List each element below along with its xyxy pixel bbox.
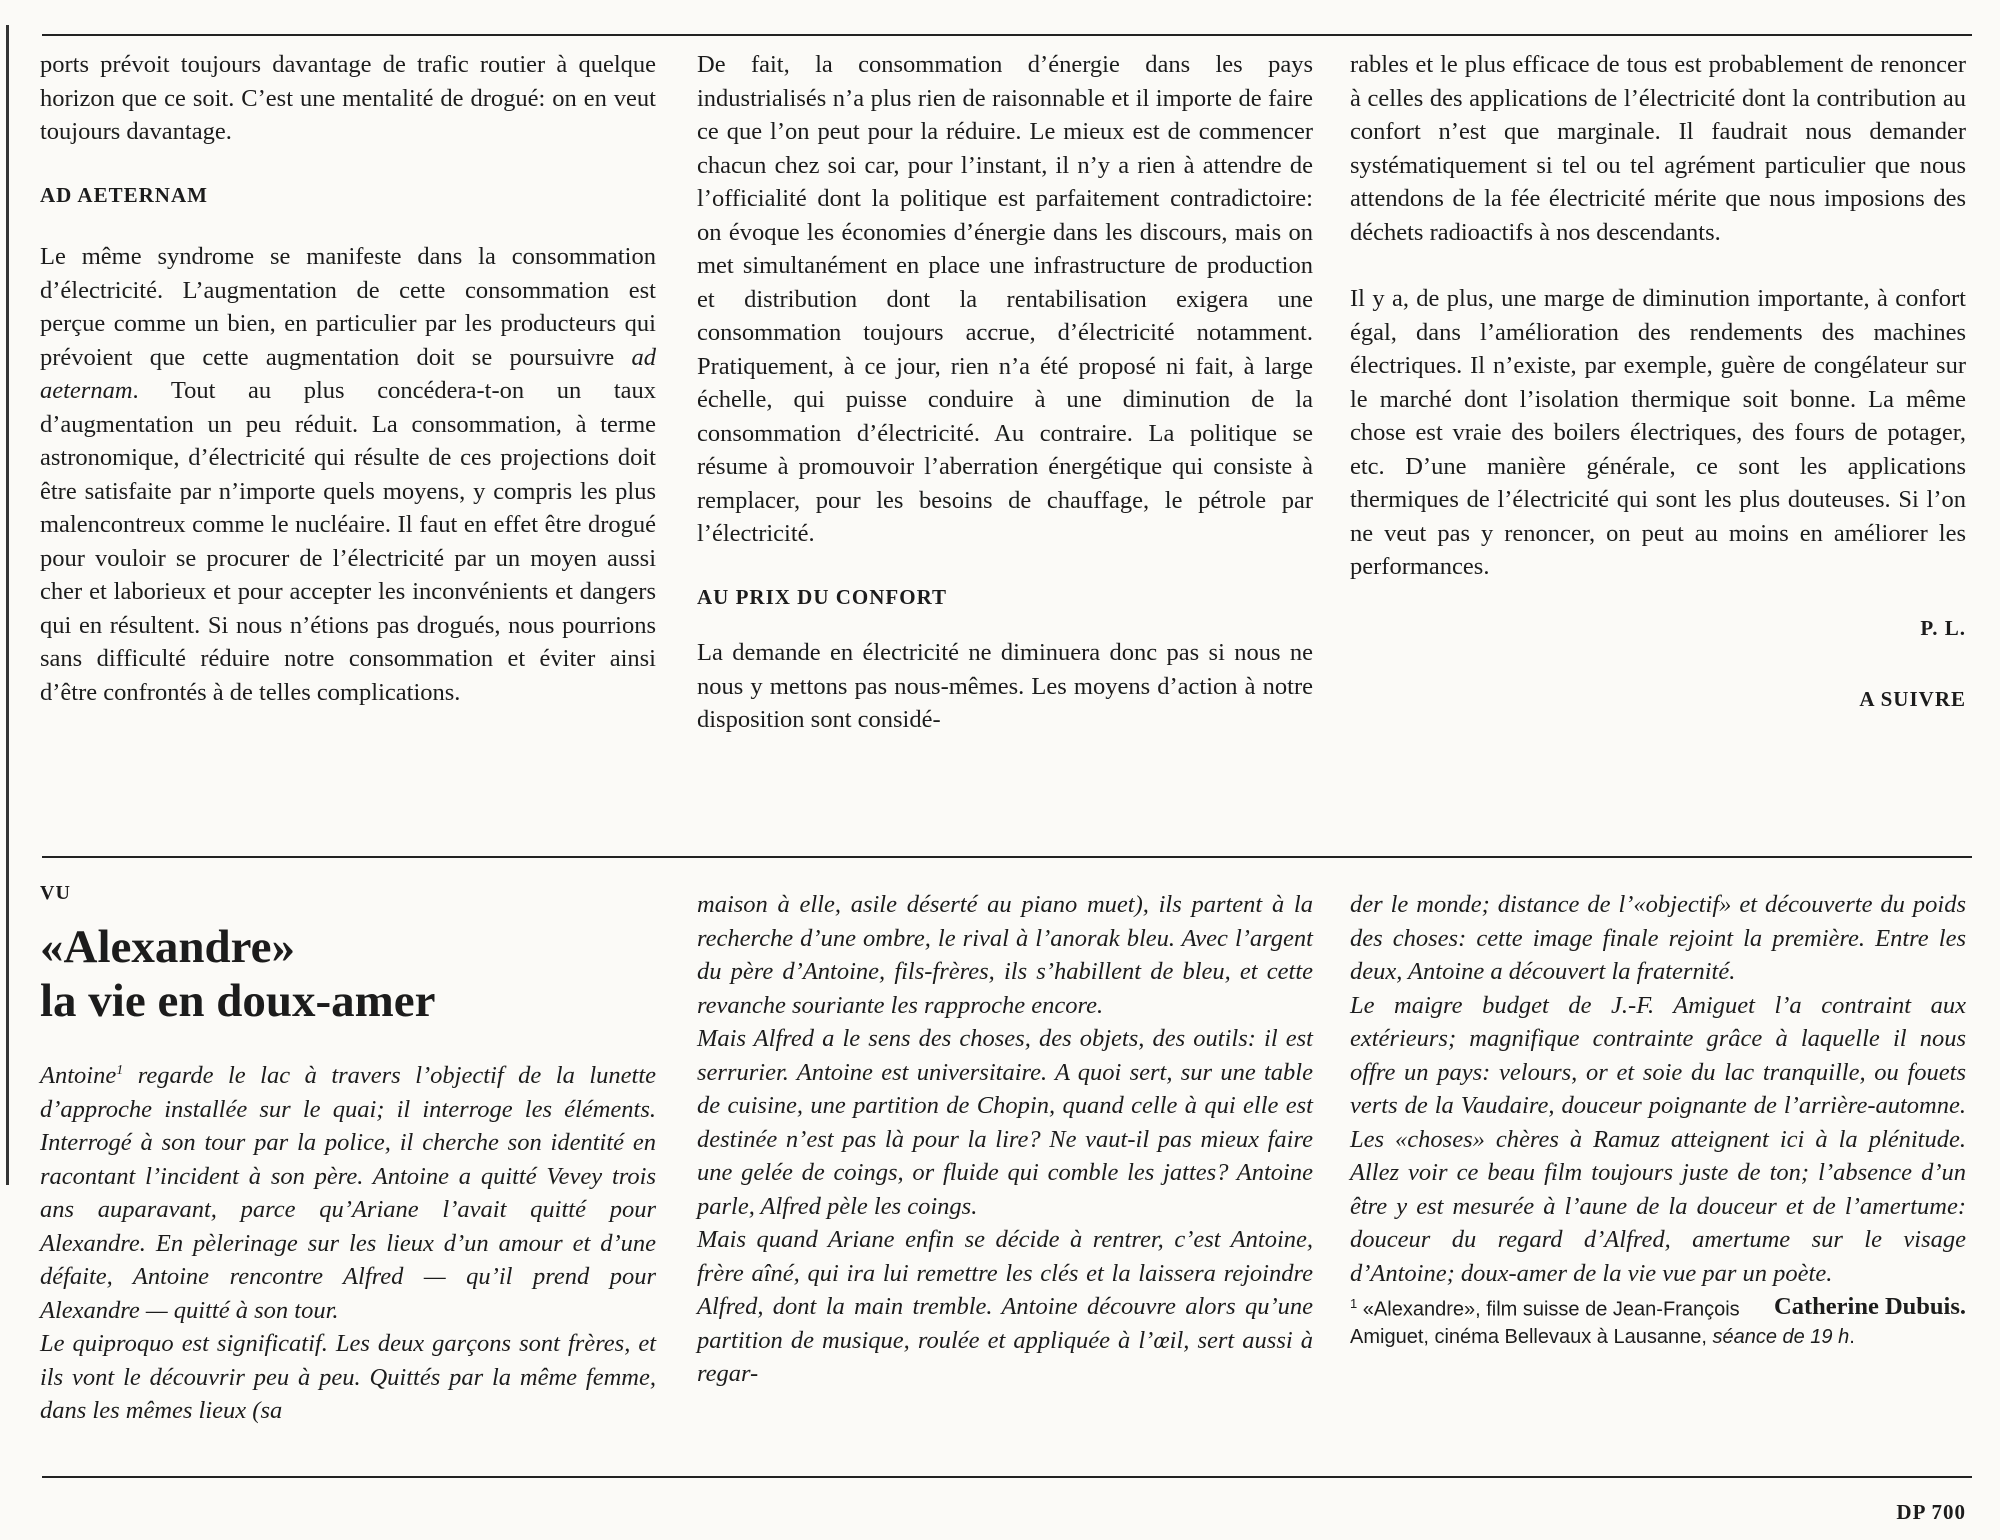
- section-heading: AU PRIX DU CONFORT: [697, 584, 948, 609]
- article-column-2: [697, 888, 1313, 1391]
- top-column-3: [1350, 48, 1966, 717]
- paragraph: Le quiproquo est significatif. Les deux garçons sont frères, et ils vont le découvrir peu à peu. Quittés par la même femme, dans les mêmes lieux (sa: [40, 1330, 656, 1425]
- section-heading: AD AETERNAM: [40, 182, 208, 207]
- top-rule: [42, 34, 1972, 36]
- paragraph: Le maigre budget de J.-F. Amiguet l’a contraint aux extérieurs; magnifique contrainte grâce à laquelle il nous offre un pays: velours, or et soie du lac tranquille, ou fouets verts de la Vaudaire, douceur poignante de l’arrière-automne. Les «choses» chères à Ramuz atteignent ici à la plénitude. Allez voir ce beau film toujours juste de ton; l’absence d’un être y est mesurée à l’aune de la douceur et de l’amertume: douceur du regard d’Alfred, amertume sur le visage d’Antoine; doux-amer de la vie vue par un poète. Catherine Dubuis.: [1350, 989, 1966, 1291]
- article-column-3: [1350, 888, 1966, 1351]
- paragraph: maison à elle, asile déserté au piano muet), ils partent à la recherche d’une ombre, le rival à l’anorak bleu. Avec l’argent du père d’Antoine, fils-frères, ils s’habillent de bleu, et cette revanche souriante les rapproche encore.: [697, 891, 1313, 1019]
- page-number: DP 700: [1896, 1500, 1966, 1524]
- middle-rule: [42, 856, 1972, 858]
- paragraph: Le même syndrome se manifeste dans la consommation d’électricité. L’augmentation de cette consommation est perçue comme un bien, en particulier par les producteurs qui prévoient que cette augmentation doit se poursuivre ad aeternam. Tout au plus concédera-t-on un taux d’augmentation un peu réduit. La consommation, à terme astronomique, d’électricité qui résulte de ces projections doit être satisfaite par n’importe quels moyens, y compris les plus malencontreux comme le nucléaire. Il faut en effet être drogué pour vouloir se procurer de l’électricité par un moyen aussi cher et laborieux et pour accepter les inconvénients et dangers qui en résultent. Si nous n’étions pas drogués, nous pourrions sans difficulté réduire notre consommation et éviter ainsi d’être confrontés à de telles complications.: [40, 243, 656, 706]
- footnote: $^1$ «Alexandre», film suisse de Jean-François Amiguet, cinéma Bellevaux à Lausanne, séance de 19 h.: [1350, 1296, 1855, 1348]
- article-column-1: [40, 1054, 656, 1428]
- left-margin-rule: [6, 25, 9, 1185]
- paragraph: ports prévoit toujours davantage de trafic routier à quelque horizon que ce soit. C’est une mentalité de drogué: on en veut toujours davantage.: [40, 51, 656, 145]
- top-column-1: [40, 48, 656, 709]
- author-signature: Catherine Dubuis.: [1774, 1293, 1966, 1320]
- paragraph: Antoine$^1$ regarde le lac à travers l’objectif de la lunette d’approche installée sur le quai; il interroge les éléments. Interrogé à son tour par la police, il cherche son identité en racontant l’incident à son père. Antoine a quitté Vevey trois ans auparavant, parce qu’Ariane l’avait quitté pour Alexandre. En pèlerinage sur les lieux d’un amour et d’une défaite, Antoine rencontre Alfred — qu’il prend pour Alexandre — quitté à son tour.: [40, 1062, 656, 1324]
- paragraph: La demande en électricité ne diminuera donc pas si nous ne nous y mettons pas nous-mêmes. Les moyens d’action à notre disposition sont considé-: [697, 639, 1313, 733]
- top-column-2: [697, 48, 1313, 737]
- paragraph: Mais quand Ariane enfin se décide à rentrer, c’est Antoine, frère aîné, qui ira lui remettre les clés et la laissera rejoindre Alfred, dont la main tremble. Antoine découvre alors qu’une partition de musique, roulée et appliquée à l’œil, sert aussi à regar-: [697, 1226, 1313, 1387]
- paragraph: Il y a, de plus, une marge de diminution importante, à confort égal, dans l’amélioration des rendements des machines électriques. Il n’existe, par exemple, guère de congélateur sur le marché dont l’isolation thermique soit bonne. La même chose est vraie des boilers électriques, des fours de potager, etc. D’une manière générale, ce sont les applications thermiques de l’électricité qui sont les plus douteuses. Si l’on ne veut pas y renoncer, on peut au moins en améliorer les performances.: [1350, 285, 1966, 580]
- article-title: «Alexandre» la vie en doux-amer: [40, 921, 436, 1027]
- continued-label: A SUIVRE: [1859, 687, 1966, 711]
- article-kicker: VU: [40, 882, 71, 904]
- paragraph: der le monde; distance de l’«objectif» et découverte du poids des choses: cette image finale rejoint la première. Entre les deux, Antoine a découvert la fraternité.: [1350, 891, 1966, 985]
- signature: P. L.: [1920, 615, 1966, 640]
- paragraph: Mais Alfred a le sens des choses, des objets, des outils: il est serrurier. Antoine est universitaire. A quoi sert, sur une table de cuisine, une partition de Chopin, quand celle à qui elle est destinée n’est pas là pour la lire? Ne vaut-il pas mieux faire une gelée de coings, or fluide qui comble les jattes? Antoine parle, Alfred pèle les coings.: [697, 1025, 1313, 1220]
- bottom-rule: [42, 1476, 1972, 1478]
- paragraph: rables et le plus efficace de tous est probablement de renoncer à celles des applications de l’électricité dont la contribution au confort n’est que marginale. Il faudrait nous demander systématiquement si tel ou tel agrément particulier que nous attendons de la fée électricité mérite que nous imposions des déchets radioactifs à nos descendants.: [1350, 51, 1966, 246]
- paragraph: De fait, la consommation d’énergie dans les pays industrialisés n’a plus rien de raisonnable et il importe de faire ce que l’on peut pour la réduire. Le mieux est de commencer chacun chez soi car, pour l’instant, il n’y a rien à attendre de l’officialité dont la politique est parfaitement contradictoire: on évoque les économies d’énergie dans les discours, mais on met simultanément en place une infrastructure de production et distribution dont la rentabilisation exigera une consommation toujours accrue, d’électricité notamment. Pratiquement, à ce jour, rien n’a été proposé ni fait, à large échelle, qui puisse conduire à une diminution de la consommation d’électricité. Au contraire. La politique se résume à promouvoir l’aberration énergétique qui consiste à remplacer, pour les besoins de chauffage, le pétrole par l’électricité.: [697, 51, 1313, 547]
